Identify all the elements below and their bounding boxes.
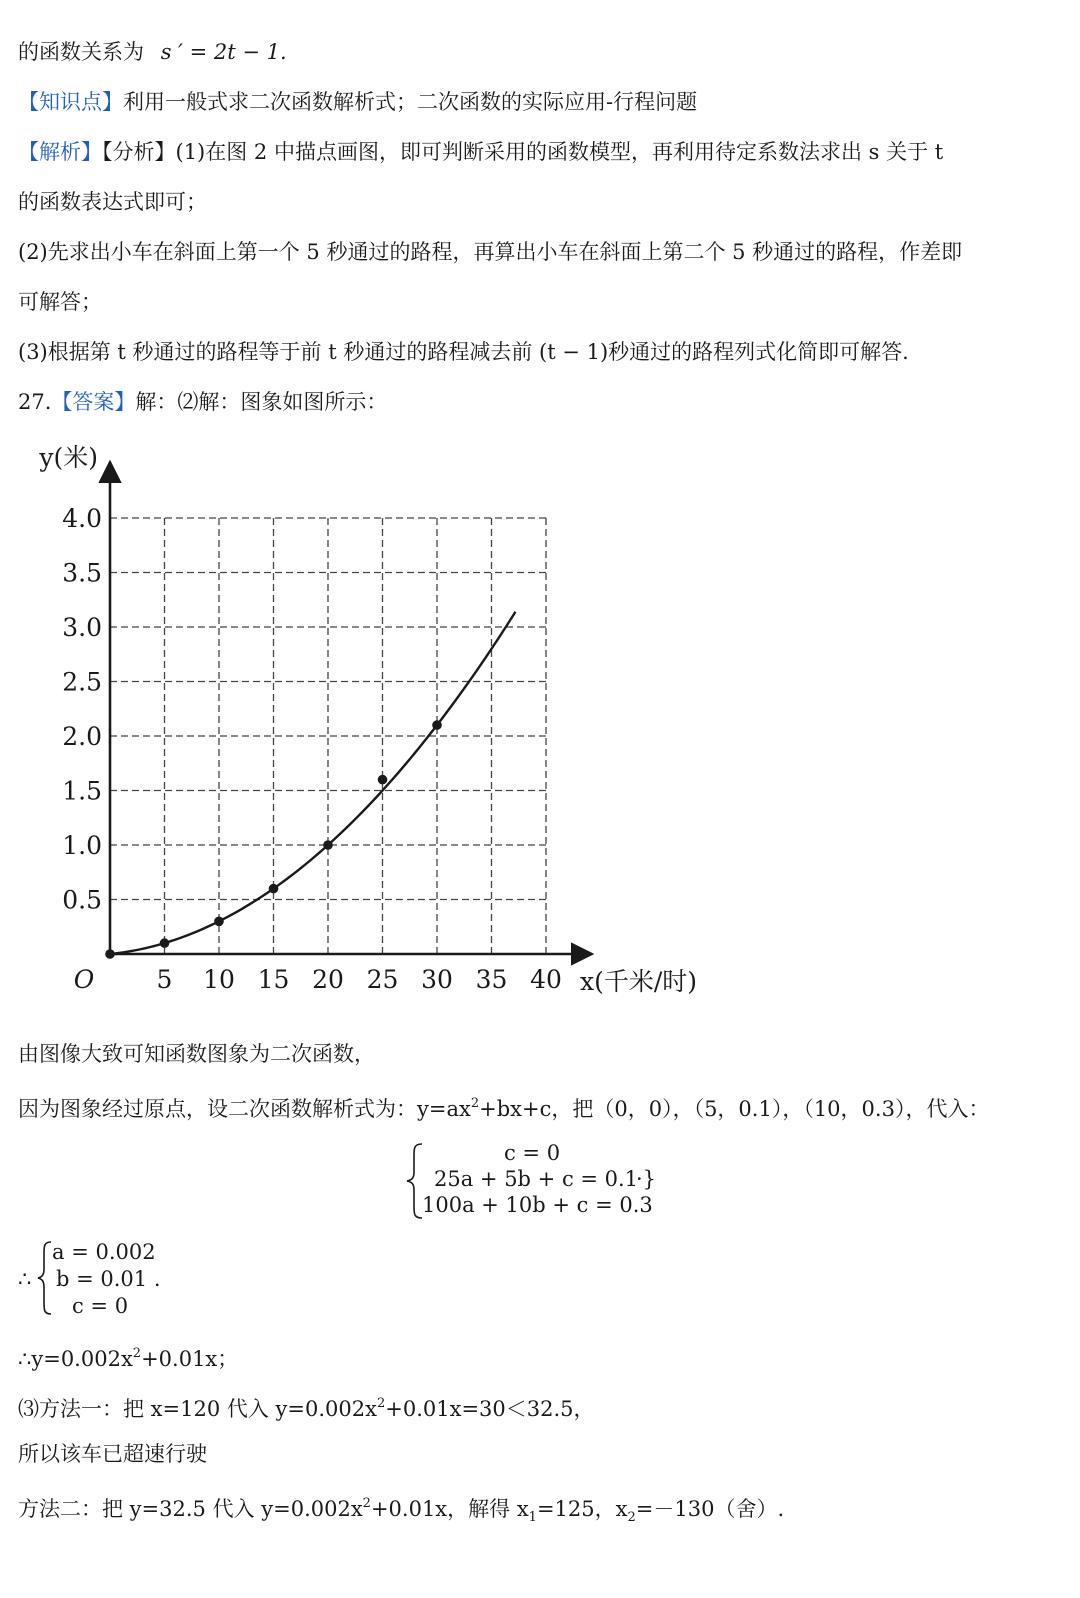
text: 由图像大致可知函数图象为二次函数，: [18, 1042, 375, 1066]
tag-knowledge-point: 【知识点】: [18, 90, 123, 114]
y-tick-label: 4.0: [62, 504, 102, 533]
x-tick-label: 10: [203, 965, 235, 994]
y-axis-label: y(米): [39, 443, 98, 472]
sys1-eq2: 25a + 5b + c = 0.1: [434, 1167, 639, 1191]
x-tick-label: 30: [421, 965, 453, 994]
text: 的函数关系为: [18, 40, 144, 64]
line-method-2: [18, 1490, 784, 1532]
line-analysis: [18, 138, 943, 166]
origin-label: O: [73, 965, 95, 994]
sys1-eq3: 100a + 10b + c = 0.3: [422, 1193, 653, 1217]
tag-answer: 【答案】: [51, 390, 136, 414]
text: (1)在图 2 中描点画图，即可判断采用的函数模型，再利用待定系数法求出 s 关于 t: [175, 140, 944, 164]
x-axis-label: x(千米/时): [580, 967, 698, 996]
x-tick-label: 35: [475, 965, 508, 994]
data-point: [323, 840, 333, 850]
line-result-function: [18, 1340, 238, 1373]
subscript: 1: [528, 1510, 537, 1525]
data-point: [105, 949, 115, 959]
x-tick-label: 25: [366, 965, 399, 994]
line-4: [18, 188, 207, 216]
fitted-curve: [110, 612, 515, 954]
text: 的函数表达式即可；: [18, 190, 207, 214]
x-tick-label: 5: [156, 965, 173, 994]
text: +bx+c，把（0，0），（5，0.1），（10，0.3），代入：: [479, 1097, 990, 1121]
line-6: [18, 288, 102, 316]
line-knowledge-point: [18, 88, 697, 116]
text: (2)先求出小车在斜面上第一个 5 秒通过的路程，再算出小车在斜面上第二个 5 秒通过的路程，作差即: [18, 240, 963, 264]
y-tick-label: 3.5: [62, 558, 102, 588]
text: 利用一般式求二次函数解析式；二次函数的实际应用-行程问题: [123, 90, 698, 114]
sys1-eq1: c = 0: [504, 1141, 561, 1165]
y-tick-label: 3.0: [62, 613, 102, 642]
data-point: [160, 938, 170, 948]
labels-layer: [38, 443, 697, 996]
text: +0.01x=30＜32.5，: [385, 1397, 595, 1421]
text: 可解答；: [18, 290, 102, 314]
line-answer-27: [18, 388, 387, 416]
y-tick-label: 1.0: [62, 831, 102, 860]
x-tick-label: 40: [530, 965, 562, 994]
text: ⑶方法一：把 x=120 代入 y=0.002x: [18, 1397, 377, 1421]
data-point: [214, 917, 224, 927]
text: =125，x: [536, 1497, 628, 1521]
curve-layer: [110, 612, 515, 954]
text: =－130（舍）.: [635, 1497, 785, 1521]
tag-label: 知识点: [39, 90, 102, 114]
sys2-eq1: a = 0.002: [52, 1240, 156, 1264]
y-tick-label: 2.5: [62, 667, 102, 697]
line-speeding: [18, 1440, 207, 1468]
text: 解：⑵解：图象如图所示：: [135, 390, 388, 414]
sys1-tail: ·}: [636, 1167, 657, 1191]
line-method-1: [18, 1390, 595, 1423]
superscript: 2: [132, 1346, 142, 1361]
line-function-relation: [18, 38, 287, 66]
speed-distance-chart: [30, 442, 730, 1014]
grid: [110, 518, 546, 954]
sys2-eq2: b = 0.01 .: [56, 1267, 161, 1291]
tag-label: 解析: [39, 140, 81, 164]
y-tick-label: 1.5: [62, 776, 102, 806]
text: 所以该车已超速行驶: [18, 1442, 207, 1466]
axes: [110, 462, 592, 954]
text: 因为图象经过原点，设二次函数解析式为：y=ax: [18, 1097, 471, 1121]
line-conclusion: [18, 1040, 375, 1068]
text: +0.01x，解得 x: [370, 1497, 529, 1521]
x-tick-label: 20: [312, 965, 344, 994]
tag-label: 分析: [112, 140, 155, 164]
line-5: [18, 238, 962, 266]
formula: s ′ = 2t − 1.: [160, 40, 287, 64]
x-tick-label: 15: [257, 965, 290, 994]
text: +0.01x；: [141, 1347, 239, 1371]
line-setup: [18, 1090, 989, 1123]
y-tick-label: 2.0: [62, 722, 102, 751]
text: (3)根据第 t 秒通过的路程等于前 t 秒通过的路程减去前 (t − 1)秒通过的路程列式化简即可解答.: [18, 340, 909, 364]
tag-label: 答案: [72, 390, 115, 414]
therefore-symbol: ∴: [18, 1267, 32, 1291]
subscript: 2: [627, 1510, 636, 1525]
tag-analysis: 【解析】: [18, 140, 102, 164]
data-point: [432, 720, 442, 730]
text: 方法二：把 y=32.5 代入 y=0.002x: [18, 1497, 363, 1521]
data-point: [378, 775, 388, 785]
superscript: 2: [470, 1096, 480, 1111]
text: ∴y=0.002x: [18, 1347, 133, 1371]
sys2-eq3: c = 0: [72, 1294, 129, 1318]
superscript: 2: [362, 1496, 371, 1511]
tag-fenxi: 【分析】: [102, 140, 176, 164]
data-point: [269, 884, 279, 894]
line-7: [18, 338, 909, 366]
y-tick-label: 0.5: [62, 885, 102, 915]
superscript: 2: [376, 1396, 386, 1411]
question-number: 27.: [18, 390, 52, 414]
